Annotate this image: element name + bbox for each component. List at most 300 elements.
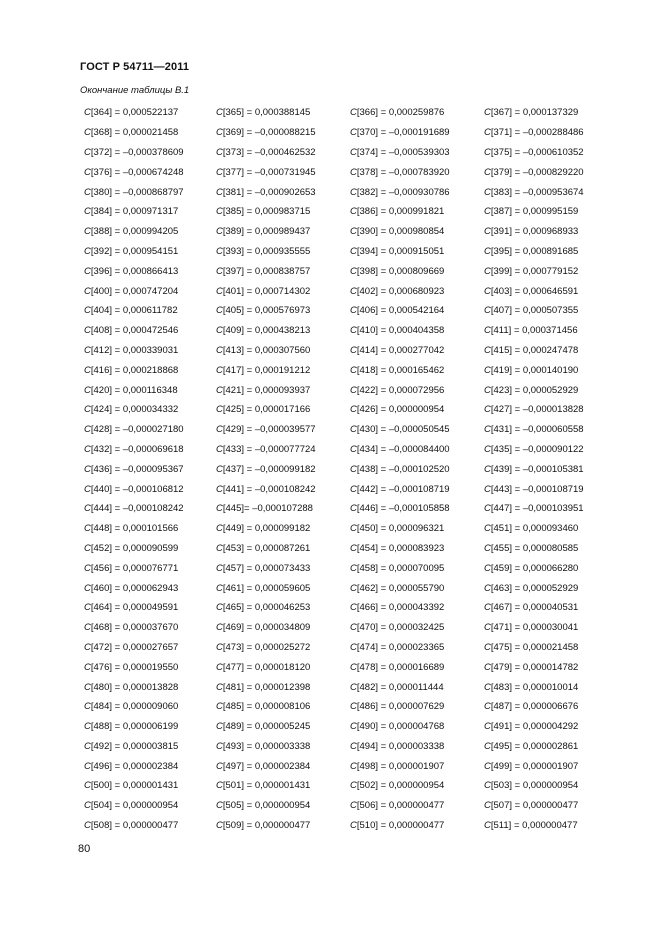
coefficient-cell <box>350 662 484 673</box>
coefficient-cell <box>84 206 216 217</box>
table-row <box>84 697 604 717</box>
coefficient-symbol: C <box>216 602 223 614</box>
coefficient-symbol: C <box>216 404 223 416</box>
coefficient-symbol: C <box>216 325 223 337</box>
table-row <box>84 638 604 658</box>
coefficient-value: [427] = –0,000013828 <box>490 404 584 416</box>
table-row <box>84 420 604 440</box>
coefficient-value: [463] = 0,000052929 <box>490 582 579 594</box>
coefficient-symbol: C <box>350 661 357 673</box>
coefficient-symbol: C <box>350 245 357 257</box>
coefficient-cell <box>216 385 350 396</box>
coefficient-cell <box>84 741 216 752</box>
coefficient-value: [428] = –0,000027180 <box>90 424 184 436</box>
coefficient-symbol: C <box>84 602 91 614</box>
coefficient-value: [377] = –0,000731945 <box>222 166 316 178</box>
coefficient-value: [443] = –0,000108719 <box>490 483 584 495</box>
coefficient-value: [478] = 0,000016689 <box>356 661 445 673</box>
coefficient-symbol: C <box>484 364 491 376</box>
coefficient-value: [405] = 0,000576973 <box>222 305 311 317</box>
coefficient-value: [473] = 0,000025272 <box>222 641 311 653</box>
coefficient-cell <box>84 622 216 633</box>
coefficient-value: [375] = –0,000610352 <box>490 146 584 158</box>
coefficient-cell <box>84 800 216 811</box>
coefficient-cell <box>216 365 350 376</box>
coefficient-cell <box>484 127 604 138</box>
coefficient-value: [483] = 0,000010014 <box>490 681 579 693</box>
coefficient-cell <box>216 286 350 297</box>
table-row <box>84 657 604 677</box>
coefficient-value: [459] = 0,000066280 <box>490 562 579 574</box>
coefficient-value: [441] = –0,000108242 <box>222 483 316 495</box>
coefficient-symbol: C <box>84 503 91 515</box>
coefficient-symbol: C <box>84 760 91 772</box>
coefficient-value: [372] = –0,000378609 <box>90 146 184 158</box>
coefficient-symbol: C <box>350 325 357 337</box>
coefficient-cell <box>84 602 216 613</box>
coefficient-symbol: C <box>216 265 223 277</box>
coefficient-cell <box>350 682 484 693</box>
coefficient-value: [410] = 0,000404358 <box>356 325 445 337</box>
coefficient-cell <box>216 583 350 594</box>
coefficient-symbol: C <box>484 641 491 653</box>
coefficient-cell <box>350 345 484 356</box>
coefficient-cell <box>216 622 350 633</box>
coefficient-symbol: C <box>84 661 91 673</box>
coefficient-symbol: C <box>484 265 491 277</box>
coefficient-symbol: C <box>84 344 91 356</box>
coefficient-value: [477] = 0,000018120 <box>222 661 311 673</box>
coefficient-symbol: C <box>84 701 91 713</box>
coefficient-symbol: C <box>84 127 91 139</box>
table-row <box>84 459 604 479</box>
table-row <box>84 182 604 202</box>
coefficient-value: [383] = –0,000953674 <box>490 186 584 198</box>
coefficient-symbol: C <box>484 523 491 535</box>
coefficient-cell <box>216 266 350 277</box>
coefficient-symbol: C <box>484 661 491 673</box>
table-row <box>84 618 604 638</box>
coefficient-cell <box>216 820 350 831</box>
coefficient-value: [506] = 0,000000477 <box>356 800 445 812</box>
coefficient-symbol: C <box>484 186 491 198</box>
coefficient-cell <box>216 107 350 118</box>
coefficient-symbol: C <box>216 186 223 198</box>
coefficient-cell <box>484 444 604 455</box>
coefficient-cell <box>484 187 604 198</box>
coefficient-value: [485] = 0,000008106 <box>222 701 311 713</box>
coefficient-symbol: C <box>84 820 91 832</box>
coefficient-value: [400] = 0,000747204 <box>90 285 179 297</box>
coefficient-symbol: C <box>350 305 357 317</box>
coefficient-symbol: C <box>350 404 357 416</box>
coefficient-value: [509] = 0,000000477 <box>222 820 311 832</box>
coefficient-value: [507] = 0,000000477 <box>490 800 579 812</box>
table-row <box>84 380 604 400</box>
coefficient-value: [412] = 0,000339031 <box>90 344 179 356</box>
coefficient-cell <box>484 642 604 653</box>
coefficient-symbol: C <box>350 721 357 733</box>
table-row <box>84 301 604 321</box>
coefficient-cell <box>216 325 350 336</box>
coefficient-value: [429] = –0,000039577 <box>222 424 316 436</box>
coefficient-symbol: C <box>350 740 357 752</box>
table-row <box>84 598 604 618</box>
coefficient-value: [403] = 0,000646591 <box>490 285 579 297</box>
table-row <box>84 756 604 776</box>
coefficient-cell <box>84 167 216 178</box>
coefficient-cell <box>216 543 350 554</box>
coefficient-symbol: C <box>84 146 91 158</box>
coefficient-value: [396] = 0,000866413 <box>90 265 179 277</box>
coefficient-cell <box>216 246 350 257</box>
coefficient-cell <box>350 721 484 732</box>
coefficient-cell <box>216 226 350 237</box>
coefficient-symbol: C <box>484 800 491 812</box>
coefficient-value: [444] = –0,000108242 <box>90 503 184 515</box>
coefficient-cell <box>216 523 350 534</box>
table-row <box>84 519 604 539</box>
coefficient-symbol: C <box>350 443 357 455</box>
table-row <box>84 103 604 123</box>
coefficient-value: [437] = –0,000099182 <box>222 463 316 475</box>
coefficient-cell <box>484 820 604 831</box>
coefficient-value: [440] = –0,000106812 <box>90 483 184 495</box>
table-caption: Окончание таблицы В.1 <box>80 85 190 96</box>
coefficient-cell <box>84 404 216 415</box>
coefficient-symbol: C <box>216 780 223 792</box>
coefficient-value: [392] = 0,000954151 <box>90 245 179 257</box>
coefficient-cell <box>350 404 484 415</box>
coefficient-symbol: C <box>84 800 91 812</box>
coefficient-value: [504] = 0,000000954 <box>90 800 179 812</box>
coefficient-symbol: C <box>350 641 357 653</box>
coefficient-symbol: C <box>350 622 357 634</box>
coefficient-value: [367] = 0,000137329 <box>490 107 579 119</box>
coefficient-symbol: C <box>350 800 357 812</box>
coefficient-cell <box>484 503 604 514</box>
coefficient-cell <box>484 345 604 356</box>
coefficient-symbol: C <box>84 265 91 277</box>
coefficient-cell <box>84 147 216 158</box>
table-row <box>84 816 604 836</box>
coefficient-value: [510] = 0,000000477 <box>356 820 445 832</box>
coefficient-symbol: C <box>484 760 491 772</box>
coefficient-cell <box>484 266 604 277</box>
coefficient-value: [408] = 0,000472546 <box>90 325 179 337</box>
coefficient-cell <box>84 484 216 495</box>
table-row <box>84 162 604 182</box>
coefficient-value: [489] = 0,000005245 <box>222 721 311 733</box>
coefficient-symbol: C <box>216 463 223 475</box>
coefficient-symbol: C <box>350 344 357 356</box>
coefficient-cell <box>484 761 604 772</box>
coefficient-value: [434] = –0,000084400 <box>356 443 450 455</box>
coefficient-symbol: C <box>216 384 223 396</box>
coefficient-value: [458] = 0,000070095 <box>356 562 445 574</box>
coefficient-value: [364] = 0,000522137 <box>90 107 179 119</box>
coefficient-value: [407] = 0,000507355 <box>490 305 579 317</box>
coefficient-cell <box>84 444 216 455</box>
coefficient-symbol: C <box>484 404 491 416</box>
page-number: 80 <box>78 843 91 855</box>
coefficient-value: [395] = 0,000891685 <box>490 245 579 257</box>
coefficient-cell <box>216 187 350 198</box>
coefficient-value: [476] = 0,000019550 <box>90 661 179 673</box>
coefficient-cell <box>216 444 350 455</box>
coefficient-cell <box>84 780 216 791</box>
table-row <box>84 440 604 460</box>
coefficient-value: [433] = –0,000077724 <box>222 443 316 455</box>
coefficient-cell <box>216 761 350 772</box>
coefficient-value: [371] = –0,000288486 <box>490 127 584 139</box>
coefficient-symbol: C <box>484 305 491 317</box>
coefficient-cell <box>484 286 604 297</box>
coefficient-value: [397] = 0,000838757 <box>222 265 311 277</box>
coefficient-value: [419] = 0,000140190 <box>490 364 579 376</box>
coefficient-symbol: C <box>350 186 357 198</box>
coefficient-cell <box>84 820 216 831</box>
coefficient-value: [461] = 0,000059605 <box>222 582 311 594</box>
coefficient-cell <box>484 147 604 158</box>
coefficient-symbol: C <box>484 483 491 495</box>
coefficient-value: [457] = 0,000073433 <box>222 562 311 574</box>
coefficient-cell <box>84 464 216 475</box>
coefficient-cell <box>350 761 484 772</box>
coefficient-value: [499] = 0,000001907 <box>490 760 579 772</box>
coefficient-value: [442] = –0,000108719 <box>356 483 450 495</box>
coefficient-value: [368] = 0,000021458 <box>90 127 179 139</box>
coefficient-value: [398] = 0,000809669 <box>356 265 445 277</box>
coefficient-cell <box>216 563 350 574</box>
coefficient-symbol: C <box>216 740 223 752</box>
coefficient-symbol: C <box>484 542 491 554</box>
coefficient-value: [497] = 0,000002384 <box>222 760 311 772</box>
coefficient-cell <box>484 682 604 693</box>
coefficient-value: [414] = 0,000277042 <box>356 344 445 356</box>
coefficient-value: [415] = 0,000247478 <box>490 344 579 356</box>
coefficient-symbol: C <box>216 443 223 455</box>
coefficient-symbol: C <box>350 364 357 376</box>
table-row <box>84 341 604 361</box>
coefficient-symbol: C <box>484 325 491 337</box>
coefficient-symbol: C <box>216 226 223 238</box>
table-row <box>84 400 604 420</box>
coefficient-symbol: C <box>350 285 357 297</box>
coefficient-cell <box>216 305 350 316</box>
coefficient-cell <box>350 484 484 495</box>
coefficient-value: [464] = 0,000049591 <box>90 602 179 614</box>
coefficient-value: [454] = 0,000083923 <box>356 542 445 554</box>
coefficient-cell <box>484 107 604 118</box>
coefficient-cell <box>350 543 484 554</box>
table-row <box>84 202 604 222</box>
coefficient-cell <box>84 345 216 356</box>
coefficient-cell <box>350 365 484 376</box>
coefficient-symbol: C <box>84 582 91 594</box>
coefficient-value: [479] = 0,000014782 <box>490 661 579 673</box>
coefficient-symbol: C <box>84 245 91 257</box>
coefficient-value: [460] = 0,000062943 <box>90 582 179 594</box>
coefficient-value: [413] = 0,000307560 <box>222 344 311 356</box>
coefficient-cell <box>484 721 604 732</box>
coefficient-value: [487] = 0,000006676 <box>490 701 579 713</box>
coefficient-value: [502] = 0,000000954 <box>356 780 445 792</box>
coefficient-symbol: C <box>484 463 491 475</box>
table-row <box>84 717 604 737</box>
coefficient-value: [455] = 0,000080585 <box>490 542 579 554</box>
coefficient-value: [448] = 0,000101566 <box>90 523 179 535</box>
coefficient-symbol: C <box>350 463 357 475</box>
coefficient-cell <box>350 820 484 831</box>
table-row <box>84 360 604 380</box>
coefficient-value: [393] = 0,000935555 <box>222 245 311 257</box>
table-row <box>84 558 604 578</box>
coefficient-symbol: C <box>84 226 91 238</box>
coefficient-value: [402] = 0,000680923 <box>356 285 445 297</box>
coefficient-value: [503] = 0,000000954 <box>490 780 579 792</box>
table-row <box>84 479 604 499</box>
coefficient-value: [462] = 0,000055790 <box>356 582 445 594</box>
coefficient-value: [409] = 0,000438213 <box>222 325 311 337</box>
coefficient-value: [370] = –0,000191689 <box>356 127 450 139</box>
coefficient-symbol: C <box>84 364 91 376</box>
coefficient-symbol: C <box>350 542 357 554</box>
table-row <box>84 261 604 281</box>
coefficient-symbol: C <box>484 146 491 158</box>
coefficient-cell <box>350 503 484 514</box>
coefficient-symbol: C <box>84 424 91 436</box>
coefficient-symbol: C <box>84 681 91 693</box>
coefficient-cell <box>84 761 216 772</box>
coefficient-symbol: C <box>350 681 357 693</box>
coefficient-symbol: C <box>484 503 491 515</box>
coefficient-cell <box>84 662 216 673</box>
coefficient-symbol: C <box>350 562 357 574</box>
coefficient-value: [481] = 0,000012398 <box>222 681 311 693</box>
coefficient-symbol: C <box>84 166 91 178</box>
coefficient-cell <box>84 543 216 554</box>
coefficient-cell <box>350 266 484 277</box>
coefficient-symbol: C <box>84 285 91 297</box>
coefficient-value: [369] = –0,000088215 <box>222 127 316 139</box>
coefficient-cell <box>350 523 484 534</box>
coefficient-symbol: C <box>84 523 91 535</box>
coefficient-symbol: C <box>484 344 491 356</box>
coefficient-cell <box>484 602 604 613</box>
coefficient-cell <box>484 206 604 217</box>
coefficient-symbol: C <box>350 424 357 436</box>
coefficient-cell <box>350 226 484 237</box>
coefficient-cell <box>484 365 604 376</box>
coefficient-value: [488] = 0,000006199 <box>90 721 179 733</box>
coefficient-cell <box>350 583 484 594</box>
coefficient-symbol: C <box>350 780 357 792</box>
coefficient-symbol: C <box>216 622 223 634</box>
coefficient-cell <box>350 701 484 712</box>
table-row <box>84 321 604 341</box>
coefficient-value: [493] = 0,000003338 <box>222 740 311 752</box>
coefficient-symbol: C <box>216 344 223 356</box>
coefficient-cell <box>84 424 216 435</box>
coefficient-cell <box>350 424 484 435</box>
coefficient-value: [494] = 0,000003338 <box>356 740 445 752</box>
coefficient-cell <box>216 503 350 514</box>
coefficient-cell <box>350 246 484 257</box>
coefficient-cell <box>216 464 350 475</box>
coefficient-cell <box>350 800 484 811</box>
coefficient-symbol: C <box>350 602 357 614</box>
coefficient-value: [484] = 0,000009060 <box>90 701 179 713</box>
coefficient-cell <box>84 385 216 396</box>
coefficient-value: [480] = 0,000013828 <box>90 681 179 693</box>
coefficient-cell <box>350 741 484 752</box>
coefficient-value: [498] = 0,000001907 <box>356 760 445 772</box>
table-row <box>84 539 604 559</box>
coefficient-symbol: C <box>350 226 357 238</box>
coefficient-value: [418] = 0,000165462 <box>356 364 445 376</box>
coefficient-cell <box>484 563 604 574</box>
coefficient-symbol: C <box>216 107 223 119</box>
coefficient-table <box>84 103 604 835</box>
table-row <box>84 499 604 519</box>
table-row <box>84 776 604 796</box>
coefficient-value: [466] = 0,000043392 <box>356 602 445 614</box>
table-row <box>84 242 604 262</box>
coefficient-symbol: C <box>216 661 223 673</box>
table-row <box>84 281 604 301</box>
coefficient-cell <box>484 741 604 752</box>
coefficient-symbol: C <box>484 226 491 238</box>
coefficient-cell <box>84 286 216 297</box>
coefficient-value: [374] = –0,000539303 <box>356 146 450 158</box>
coefficient-cell <box>350 107 484 118</box>
coefficient-cell <box>350 325 484 336</box>
coefficient-symbol: C <box>216 166 223 178</box>
coefficient-symbol: C <box>350 206 357 218</box>
coefficient-symbol: C <box>484 681 491 693</box>
coefficient-cell <box>484 325 604 336</box>
coefficient-value: [500] = 0,000001431 <box>90 780 179 792</box>
coefficient-cell <box>350 464 484 475</box>
coefficient-symbol: C <box>484 166 491 178</box>
coefficient-cell <box>84 523 216 534</box>
coefficient-value: [431] = –0,000060558 <box>490 424 584 436</box>
coefficient-value: [381] = –0,000902653 <box>222 186 316 198</box>
coefficient-cell <box>84 107 216 118</box>
coefficient-symbol: C <box>350 760 357 772</box>
coefficient-cell <box>84 701 216 712</box>
coefficient-value: [387] = 0,000995159 <box>490 206 579 218</box>
coefficient-symbol: C <box>84 305 91 317</box>
coefficient-cell <box>484 404 604 415</box>
coefficient-cell <box>216 147 350 158</box>
coefficient-symbol: C <box>484 107 491 119</box>
coefficient-value: [451] = 0,000093460 <box>490 523 579 535</box>
coefficient-value: [449] = 0,000099182 <box>222 523 311 535</box>
coefficient-symbol: C <box>216 503 223 515</box>
coefficient-value: [446] = –0,000105858 <box>356 503 450 515</box>
coefficient-cell <box>350 385 484 396</box>
coefficient-value: [406] = 0,000542164 <box>356 305 445 317</box>
coefficient-cell <box>350 563 484 574</box>
coefficient-symbol: C <box>216 206 223 218</box>
coefficient-symbol: C <box>350 146 357 158</box>
coefficient-symbol: C <box>484 820 491 832</box>
coefficient-cell <box>84 246 216 257</box>
coefficient-symbol: C <box>84 107 91 119</box>
coefficient-symbol: C <box>484 622 491 634</box>
